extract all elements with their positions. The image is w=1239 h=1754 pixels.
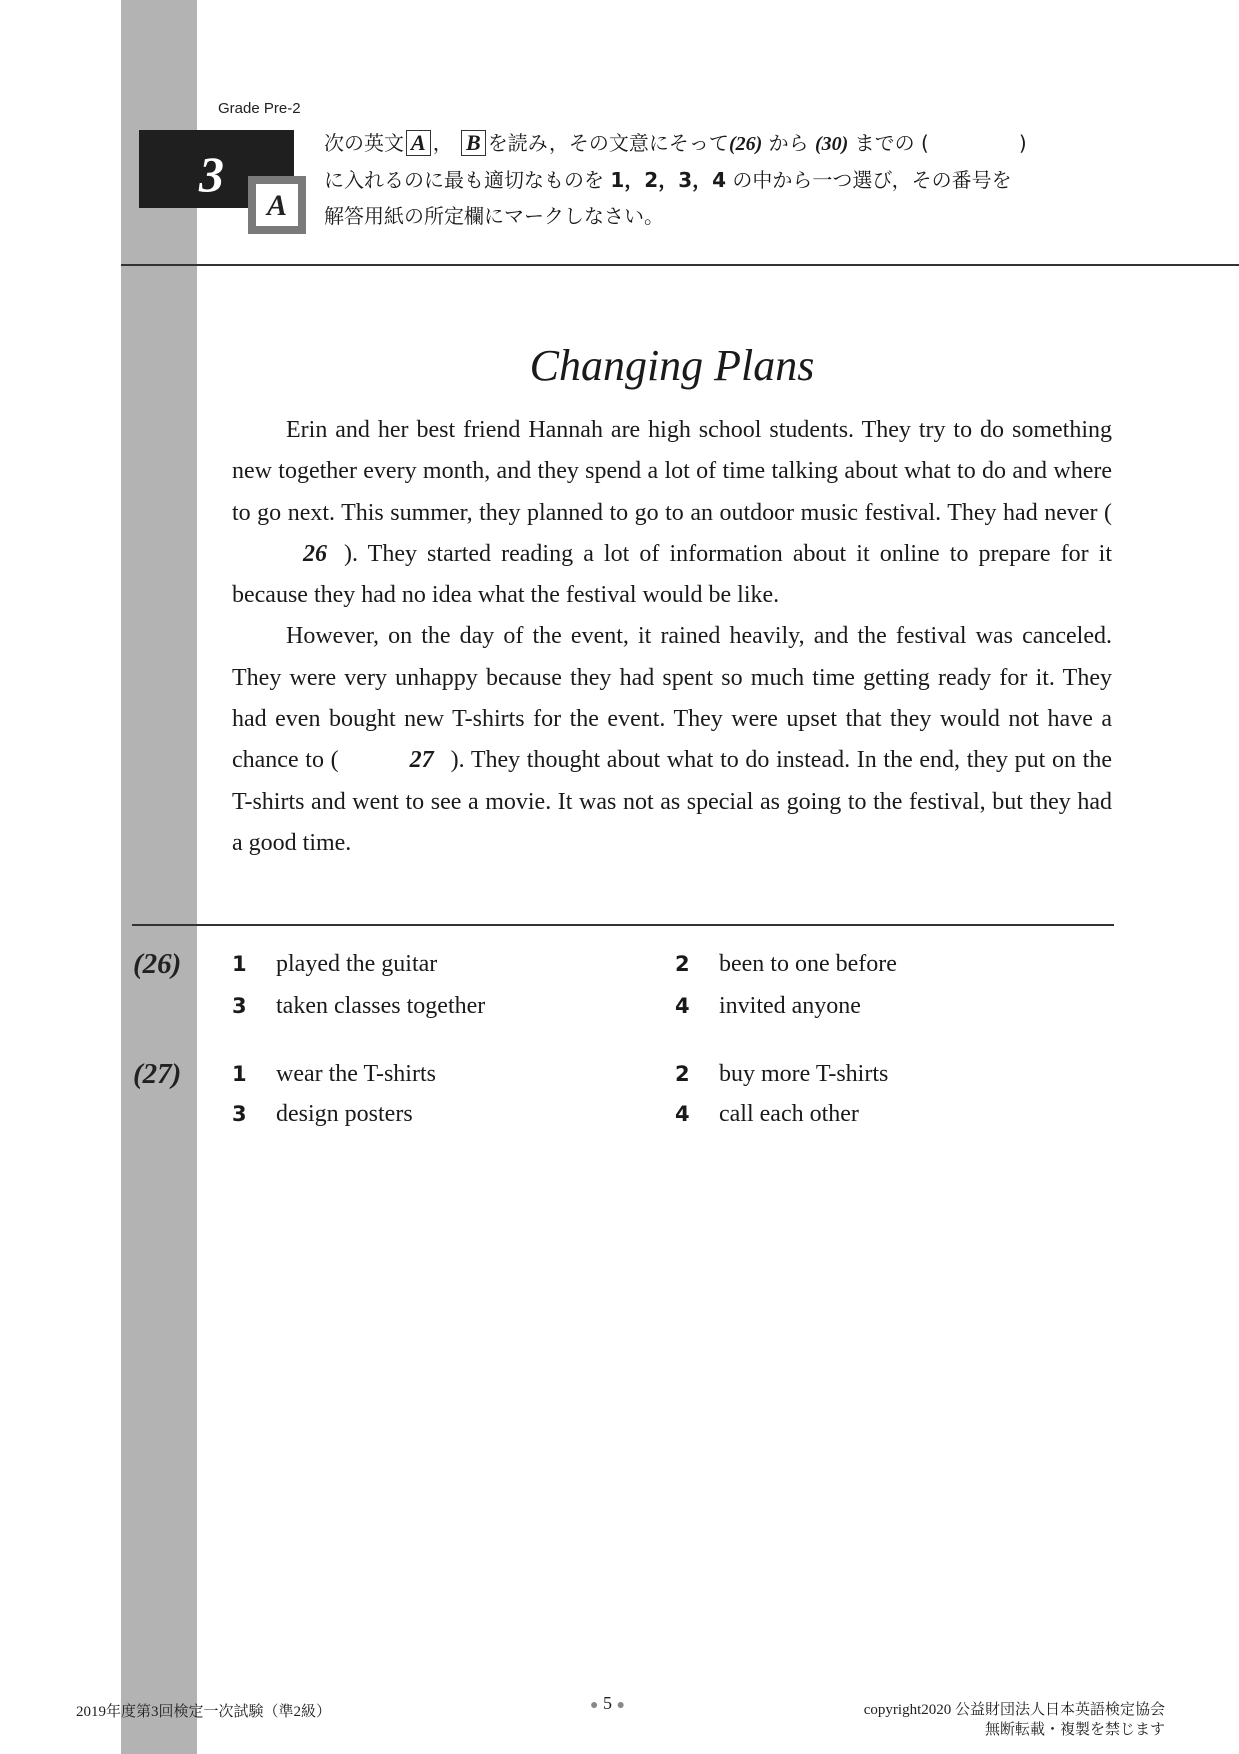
instruction-text: の中から一つ選び，その番号を — [732, 168, 1012, 192]
option-text: been to one before — [719, 951, 897, 977]
instruction-text: を読み，その文意にそって — [487, 131, 729, 155]
instruction-text: 次の英文 — [324, 131, 404, 155]
option-text: taken classes together — [276, 993, 486, 1019]
questions-divider — [132, 924, 1114, 926]
section-number: 3 — [199, 146, 224, 202]
page-number — [590, 1693, 625, 1714]
answer-option[interactable] — [675, 1061, 888, 1088]
grade-label: Grade Pre-2 — [218, 100, 301, 117]
section-sub-letter: A — [256, 184, 298, 226]
option-number: 4 — [675, 994, 690, 1018]
instruction-line-3: 解答用紙の所定欄にマークしなさい。 — [324, 204, 664, 228]
header-divider — [121, 264, 1239, 266]
choice-numbers: 1，2，3，4 — [610, 168, 727, 192]
instruction-text: ， — [432, 131, 453, 155]
instruction-text: ) — [1018, 131, 1027, 155]
option-number: 1 — [232, 1062, 247, 1086]
passage-title: Changing Plans — [529, 341, 815, 390]
paragraph-1 — [232, 410, 1112, 616]
paragraph-2 — [232, 616, 1112, 864]
answer-option[interactable] — [232, 951, 437, 978]
instruction-line-1 — [324, 125, 1124, 162]
option-number: 1 — [232, 952, 247, 976]
question-number: (26) — [133, 948, 182, 980]
bullet-icon: ● — [590, 1698, 599, 1713]
option-number: 3 — [232, 994, 247, 1018]
answer-option[interactable] — [675, 1101, 859, 1128]
question-range-start: (26) — [728, 133, 763, 155]
paragraph-text: Erin and her best friend Hannah are high school students. They try to do something new together every month, and they spend a lot of time talking about what to do and where to go next. This summer, they planned to go to an outdoor music festival. They had never ( — [232, 417, 1112, 526]
answer-option[interactable] — [232, 1061, 436, 1088]
instruction-text: までの ( — [854, 131, 929, 155]
option-text: wear the T-shirts — [276, 1061, 436, 1087]
option-text: call each other — [719, 1101, 859, 1127]
option-text: played the guitar — [276, 951, 438, 977]
passage-b-label: B — [461, 130, 486, 156]
instruction-text: に入れるのに最も適切なものを — [324, 168, 604, 192]
blank-26: 26 — [303, 540, 327, 567]
footer-copyright — [780, 1700, 1165, 1740]
blank-27: 27 — [409, 747, 434, 774]
passage-a-label: A — [406, 130, 431, 156]
copyright-notice: 無断転載・複製を禁じます — [984, 1722, 1165, 1738]
option-number: 2 — [675, 952, 690, 976]
instruction-text: から — [768, 131, 809, 155]
answer-option[interactable] — [675, 993, 861, 1020]
question-range-end: (30) — [814, 133, 849, 155]
option-number: 3 — [232, 1102, 247, 1126]
copyright-line: copyright2020 公益財団法人日本英語検定協会 — [863, 1702, 1165, 1718]
page-number-text: 5 — [602, 1693, 612, 1713]
option-text: buy more T-shirts — [719, 1061, 889, 1087]
paragraph-text: However, on the day of the event, it rained heavily, and the festival was canceled. They were very unhappy because they had spent so much time getting ready for it. They had even bought new T-shirts for the event. They were upset that they would not have a chance to ( — [232, 623, 1112, 774]
option-text: invited anyone — [719, 993, 861, 1019]
option-text: design posters — [276, 1101, 413, 1127]
footer-exam-info: 2019年度第3回検定一次試験（準2級） — [76, 1704, 332, 1720]
answer-option[interactable] — [675, 951, 897, 978]
option-number: 2 — [675, 1062, 690, 1086]
paragraph-text: ). They thought about what to do instead. In the end, they put on the T-shirts and went to see a movie. It was not as special as going to the festival, but they had a good time. — [232, 747, 1112, 856]
instruction-line-2 — [324, 162, 1124, 198]
question-number: (27) — [133, 1058, 182, 1090]
paragraph-text: ). They started reading a lot of information about it online to prepare for it because they had no idea what the festival would be like. — [232, 540, 1112, 609]
bullet-icon: ● — [616, 1698, 625, 1713]
passage-body — [232, 410, 1112, 864]
answer-option[interactable] — [232, 993, 485, 1020]
answer-option[interactable] — [232, 1101, 413, 1128]
option-number: 4 — [675, 1102, 690, 1126]
instructions — [324, 125, 1124, 234]
